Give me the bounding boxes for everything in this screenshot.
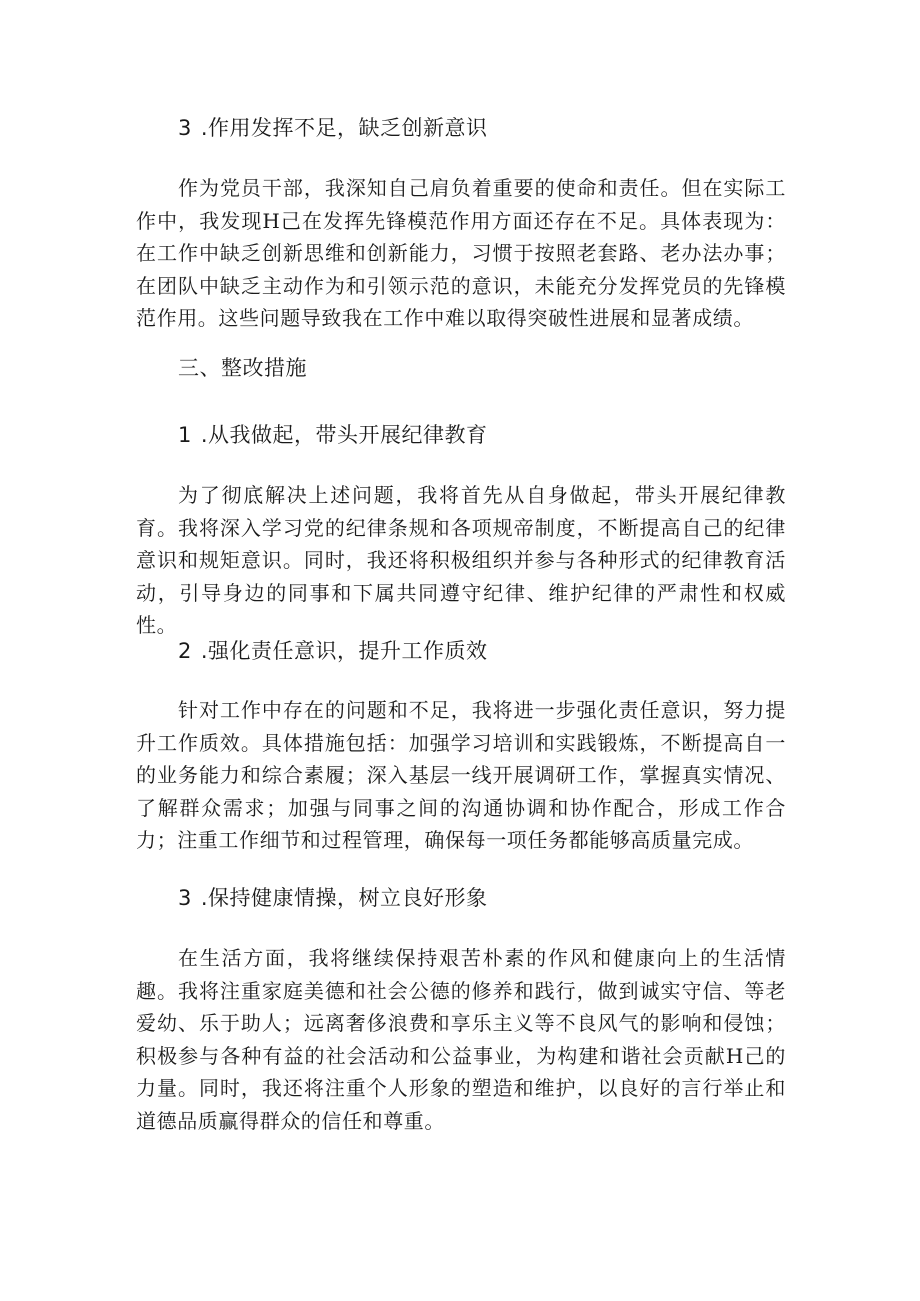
section-heading-1-discipline: [178, 421, 488, 449]
heading-text: .保持健康情操，树立良好形象: [200, 886, 488, 910]
heading-number: 3: [178, 116, 192, 140]
section-heading-3-image: [178, 884, 488, 912]
heading-number: 3: [178, 886, 192, 910]
heading-text: .作用发挥不足，缺乏创新意识: [200, 116, 488, 140]
section-heading-2-responsibility: [178, 637, 488, 665]
paragraph-image: 在生活方面，我将继续保持艰苦朴素的作风和健康向上的生活情趣。我将注重家庭美德和社会公德的修养和践行，做到诚实守信、等老爱幼、乐于助人；远离奢侈浪费和享乐主义等不良风气的影响和侵蚀；积极参与各种有益的社会活动和公益事业，为构建和谐社会贡献H己的力量。同时，我还将注重个人形象的塑造和维护，以良好的言行举止和道德品质赢得群众的信任和尊重。: [136, 946, 786, 1133]
heading-number: 2: [178, 639, 192, 663]
section-heading-3-insufficient-role: [178, 114, 488, 142]
paragraph-responsibility: 针对工作中存在的问题和不足，我将进一步强化责任意识，努力提升工作质效。具体措施包括：加强学习培训和实践锻炼，不断提高自一的业务能力和综合素履；深入基层一线开展调研工作，掌握真实情况、了解群众需求；加强与同事之间的沟通协调和协作配合，形成工作合力；注重工作细节和过程管理，确保每一项任务都能够高质量完成。: [136, 698, 786, 853]
heading-text: .强化责任意识，提升工作质效: [200, 639, 488, 663]
heading-text: 三、整改措施: [178, 356, 307, 380]
paragraph-discipline: 为了彻底解决上述问题，我将首先从自身做起，带头开展纪律教育。我将深入学习党的纪律条规和各项规帝制度，不断提高自己的纪律意识和规矩意识。同时，我还将积极组织并参与各种形式的纪律教育活动，引导身边的同事和下属共同遵守纪律、维护纪律的严肃性和权威性。: [136, 483, 786, 638]
heading-number: 1: [178, 423, 192, 447]
paragraph-insufficient-role: 作为党员干部，我深知自己肩负着重要的使命和责任。但在实际工作中，我发现H己在发挥先锋模范作用方面还存在不足。具体表现为：在工作中缺乏创新思维和创新能力，习惯于按照老套路、老办法办事；在团队中缺乏主动作为和引领示范的意识，未能充分发挥党员的先锋模范作用。这些问题导致我在工作中难以取得突破性进展和显著成绩。: [136, 176, 786, 331]
chapter-heading-rectification: [178, 354, 307, 382]
heading-text: .从我做起，带头开展纪律教育: [200, 423, 488, 447]
